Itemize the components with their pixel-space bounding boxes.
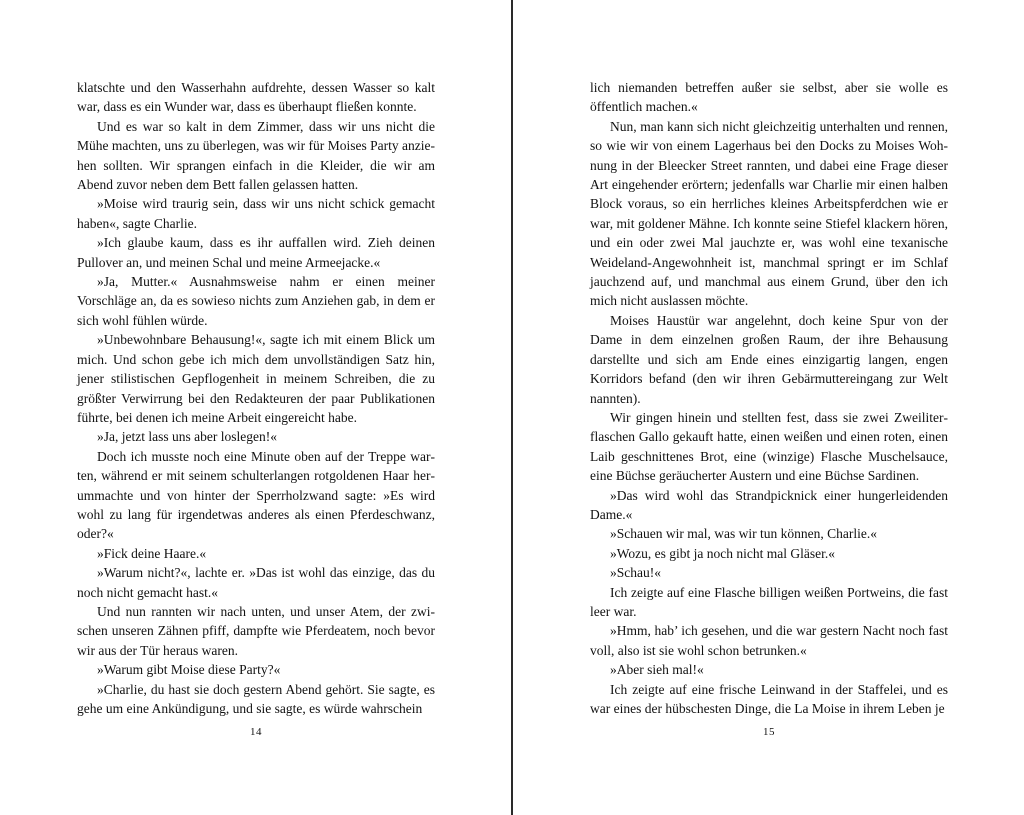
- paragraph: Moises Haustür war angelehnt, doch keine Spur von der Dame in dem einzelnen großen Raum, der ihre Behausung darstellte und sich am Ende eines einzigartig langen, engen Korridors befand (den wir ihren Gebärmuttereingang zur Welt nannten).: [590, 312, 948, 406]
- left-page: [0, 0, 511, 815]
- left-page-text: [77, 78, 435, 718]
- paragraph: Ich zeigte auf eine Flasche billigen weißen Portweins, die fast leer war.: [590, 584, 948, 619]
- paragraph: lich niemanden betreffen außer sie selbst, aber sie wolle es öffentlich machen.«: [590, 80, 948, 115]
- paragraph: Ich zeigte auf eine frische Leinwand in der Staffelei, und es war eines der hübschesten Dinge, die La Moise in ihrem Leben je: [590, 681, 948, 716]
- paragraph: »Warum gibt Moise diese Party?«: [97, 662, 281, 678]
- right-page-text: [590, 78, 948, 718]
- paragraph: Nun, man kann sich nicht gleichzeitig unterhalten und rennen, so wie wir von einem Lagerhaus bei den Docks zu Moises Wohnung in der Bleecker Street rannten, und dabei eine Frage dieser Art eingehender erörtern; jedenfalls war Charlie mir einen halben Block voraus, so ein herrliches kleines Arbeitspferdchen wie er war, mit goldener Mähne. Ich konnte seine Stiefel klackern hören, und ein oder zwei Mal jauchzte er, was wohl eine texanische Weideland-Angewohnheit ist, manchmal springt er im Schlaf jauchzend auf, und manchmal aus einem Grund, über den ich mich nicht auslassen möchte.: [590, 118, 948, 309]
- paragraph: »Charlie, du hast sie doch gestern Abend gehört. Sie sagte, es gehe um eine Ankündigung, und sie sagte, es würde wahrschein: [77, 681, 435, 716]
- paragraph: Und nun rannten wir nach unten, und unser Atem, der zwischen unseren Zähnen pfiff, dampfte wie Pferdeatem, noch bevor wir aus der Tür heraus waren.: [77, 603, 435, 658]
- paragraph: Wir gingen hinein und stellten fest, dass sie zwei Zweiliterflaschen Gallo gekauft hatte, einen weißen und einen roten, einen Laib geschnittenes Brot, eine (winzige) Flasche Muschelsauce, eine Büchse geräucherter Austern und eine Büchse Sardinen.: [590, 409, 948, 484]
- paragraph: »Aber sieh mal!«: [610, 662, 704, 678]
- paragraph: Doch ich musste noch eine Minute oben auf der Treppe warten, während er mit seinem schulterlangen rotgoldenen Haar herummachte und von hinter der Sperrholzwand sagte: »Es wird wohl zu lang für irgendetwas anderes als einen Pferdeschwanz, oder?«: [77, 448, 435, 542]
- paragraph: klatschte und den Wasserhahn aufdrehte, dessen Wasser so kalt war, dass es ein Wunder war, dass es überhaupt fließen konnte.: [77, 80, 435, 115]
- paragraph: »Moise wird traurig sein, dass wir uns nicht schick gemacht haben«, sagte Charlie.: [77, 196, 435, 231]
- paragraph: »Ja, Mutter.« Ausnahmsweise nahm er einen meiner Vorschläge an, da es sowieso nichts zum Anziehen gab, in dem er sich wohl fühlen würde.: [77, 274, 435, 328]
- paragraph: »Schauen wir mal, was wir tun können, Charlie.«: [610, 526, 877, 542]
- page-number: 15: [763, 726, 775, 738]
- paragraph: »Unbewohnbare Behausung!«, sagte ich mit einem Blick um mich. Und schon gebe ich mich dem unvollständigen Satz hin, jener stilistischen Gepflogenheit in meinem Schreiben, die zu größter Verwirrung bei den Redakteuren der paar Publikationen führte, bei denen ich meine Arbeit eingereicht habe.: [77, 332, 435, 425]
- page-number: 14: [250, 726, 262, 738]
- paragraph: »Fick deine Haare.«: [97, 545, 207, 561]
- paragraph: Und es war so kalt in dem Zimmer, dass wir uns nicht die Mühe machten, uns zu überlegen, was wir für Moises Party anziehen sollten. Wir sprangen einfach in die Kleider, die wir am Abend zuvor neben dem Bett fallen gelassen hatten.: [77, 118, 435, 193]
- paragraph: »Wozu, es gibt ja noch nicht mal Gläser.«: [610, 545, 835, 561]
- paragraph: »Hmm, hab’ ich gesehen, und die war gestern Nacht noch fast voll, also ist sie wohl schon betrunken.«: [590, 623, 948, 658]
- paragraph: »Das wird wohl das Strandpicknick einer hungerleidenden Dame.«: [590, 487, 948, 522]
- paragraph: »Schau!«: [610, 565, 661, 581]
- paragraph: »Warum nicht?«, lachte er. »Das ist wohl das einzige, das du noch nicht gemacht hast.«: [77, 565, 435, 600]
- paragraph: »Ich glaube kaum, dass es ihr auffallen wird. Zieh deinen Pullover an, und meinen Schal und meine Armeejacke.«: [77, 235, 435, 270]
- right-page: [513, 0, 1024, 815]
- paragraph: »Ja, jetzt lass uns aber loslegen!«: [97, 429, 277, 445]
